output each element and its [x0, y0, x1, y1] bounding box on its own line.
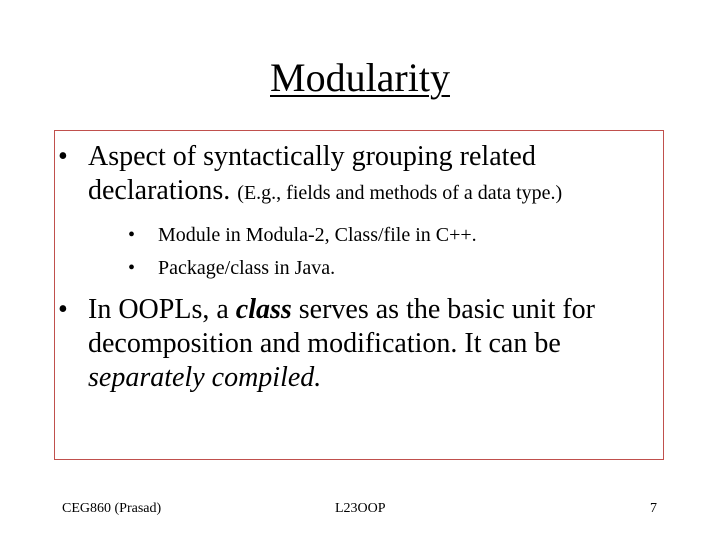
bullet-dot: • [58, 294, 68, 325]
sub-bullet-java [128, 256, 648, 280]
footer-page-number: 7 [650, 501, 657, 516]
bullet-oopls-text [88, 293, 658, 395]
bullet-oopls-part2: serves as the basic unit for decomposition and modification. It can be [88, 294, 596, 359]
separately-compiled: separately compiled. [88, 362, 322, 393]
slide-title-text: Modularity [270, 55, 450, 100]
sub-bullet-modula [128, 223, 648, 247]
bullet-oopls [58, 293, 658, 395]
footer-course: CEG860 (Prasad) [62, 501, 162, 516]
bullet-aspect-example: (E.g., fields and methods of a data type.) [237, 182, 563, 204]
bullet-aspect-main: Aspect of syntactically grouping related declarations. [88, 141, 536, 206]
bullet-aspect [58, 140, 658, 210]
footer-lecture: L23OOP [335, 501, 386, 516]
slide-title [0, 54, 720, 102]
sub-bullet-java-text: Package/class in Java. [158, 257, 336, 279]
sub-bullet-dot: • [128, 257, 136, 279]
class-keyword: class [235, 294, 292, 325]
sub-bullet-modula-text: Module in Modula-2, Class/file in C++. [158, 224, 477, 246]
sub-bullet-dot: • [128, 224, 136, 246]
bullet-dot: • [58, 141, 68, 172]
bullet-oopls-part1: In OOPLs, a [88, 294, 236, 325]
bullet-aspect-text [88, 140, 658, 210]
